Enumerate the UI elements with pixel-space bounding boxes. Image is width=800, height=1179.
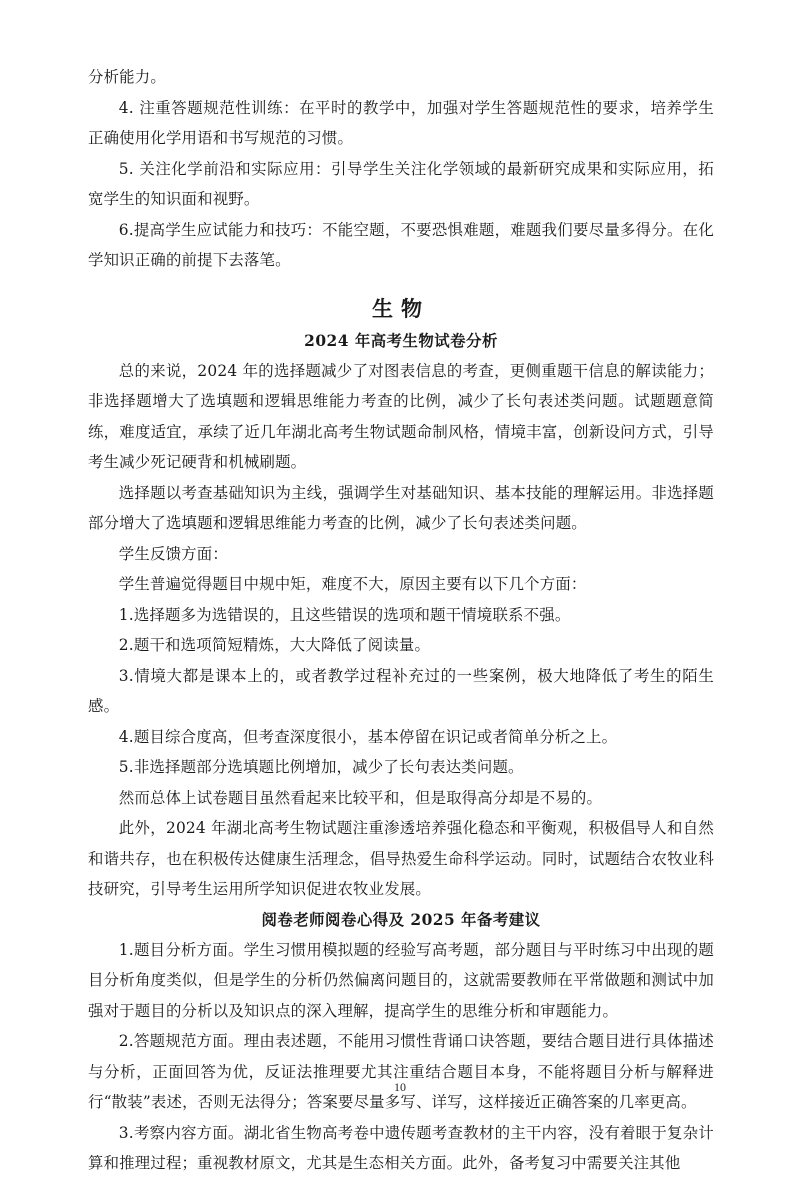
list-item: 5.非选择题部分选填题比例增加，减少了长句表达类问题。 bbox=[118, 758, 524, 776]
page-number: 10 bbox=[394, 1080, 406, 1094]
list-item: 2.题干和选项简短精炼，大大降低了阅读量。 bbox=[118, 636, 431, 654]
chem-item-6: 6.提高学生应试能力和技巧：不能空题，不要恐惧难题，难题我们要尽量多得分。在化学知识正确的前提下去落笔。 bbox=[88, 220, 714, 269]
paragraph: 学生反馈方面： bbox=[118, 544, 228, 563]
paragraph: 总的来说，2024 年的选择题减少了对图表信息的考查，更侧重题干信息的解读能力；非选择题增大了选填题和逻辑思维能力考查的比例，减少了长句表述类问题。试题题意简练，难度适宜，承续了近几年湖北高考生物试题命制风格，情境丰富，创新设问方式，引导考生减少死记硬背和机械刷题。 bbox=[88, 361, 714, 471]
chem-item-4: 4. 注重答题规范性训练：在平时的教学中，加强对学生答题规范性的要求，培养学生正确使用化学用语和书写规范的习惯。 bbox=[88, 98, 714, 147]
paragraph: 2.答题规范方面。理由表述题，不能用习惯性背诵口诀答题，要结合题目进行具体描述与分析，正面回答为优，反证法推理要尤其注重结合题目本身，不能将题目分析与解释进行“散装”表述，否则无法得分；答案要尽量多写、详写，这样接近正确答案的几率更高。 bbox=[88, 1032, 714, 1111]
chem-item-5: 5. 关注化学前沿和实际应用：引导学生关注化学领域的最新研究成果和实际应用，拓宽学生的知识面和视野。 bbox=[88, 159, 714, 208]
list-item: 4.题目综合度高，但考查深度很小，基本停留在识记或者简单分析之上。 bbox=[118, 727, 618, 746]
paragraph: 然而总体上试卷题目虽然看起来比较平和，但是取得高分却是不易的。 bbox=[118, 788, 603, 807]
list-item: 3.情境大都是课本上的，或者教学过程补充过的一些案例，极大地降低了考生的陌生感。 bbox=[88, 666, 714, 715]
continuation-text: 分析能力。 bbox=[88, 68, 166, 86]
section-heading-analysis: 2024 年高考生物试卷分析 bbox=[304, 331, 498, 350]
paragraph: 选择题以考查基础知识为主线，强调学生对基础知识、基本技能的理解运用。非选择题部分增大了选填题和逻辑思维能力考查的比例，减少了长句表述类问题。 bbox=[88, 483, 714, 532]
paragraph: 此外，2024 年湖北高考生物试题注重渗透培养强化稳态和平衡观，积极倡导人和自然和谐共存，也在积极传达健康生活理念，倡导热爱生命科学运动。同时，试题结合农牧业科技研究，引导考生运用所学知识促进农牧业发展。 bbox=[88, 819, 714, 898]
paragraph: 学生普遍觉得题目中规中矩，难度不大，原因主要有以下几个方面： bbox=[118, 575, 587, 593]
paragraph: 3.考察内容方面。湖北省生物高考卷中遗传题考查教材的主干内容，没有着眼于复杂计算和推理过程；重视教材原文，尤其是生态相关方面。此外，备考复习中需要关注其他 bbox=[88, 1123, 714, 1172]
document-page bbox=[88, 62, 714, 1179]
subject-title: 生物 bbox=[372, 295, 430, 321]
paragraph: 1.题目分析方面。学生习惯用模拟题的经验写高考题，部分题目与平时练习中出现的题目分析角度类似，但是学生的分析仍然偏离问题目的，这就需要教师在平常做题和测试中加强对于题目的分析以及知识点的深入理解，提高学生的思维分析和审题能力。 bbox=[88, 940, 714, 1020]
section-heading-advice: 阅卷老师阅卷心得及 2025 年备考建议 bbox=[261, 910, 541, 929]
list-item: 1.选择题多为选错误的，且这些错误的选项和题干情境联系不强。 bbox=[118, 605, 571, 624]
